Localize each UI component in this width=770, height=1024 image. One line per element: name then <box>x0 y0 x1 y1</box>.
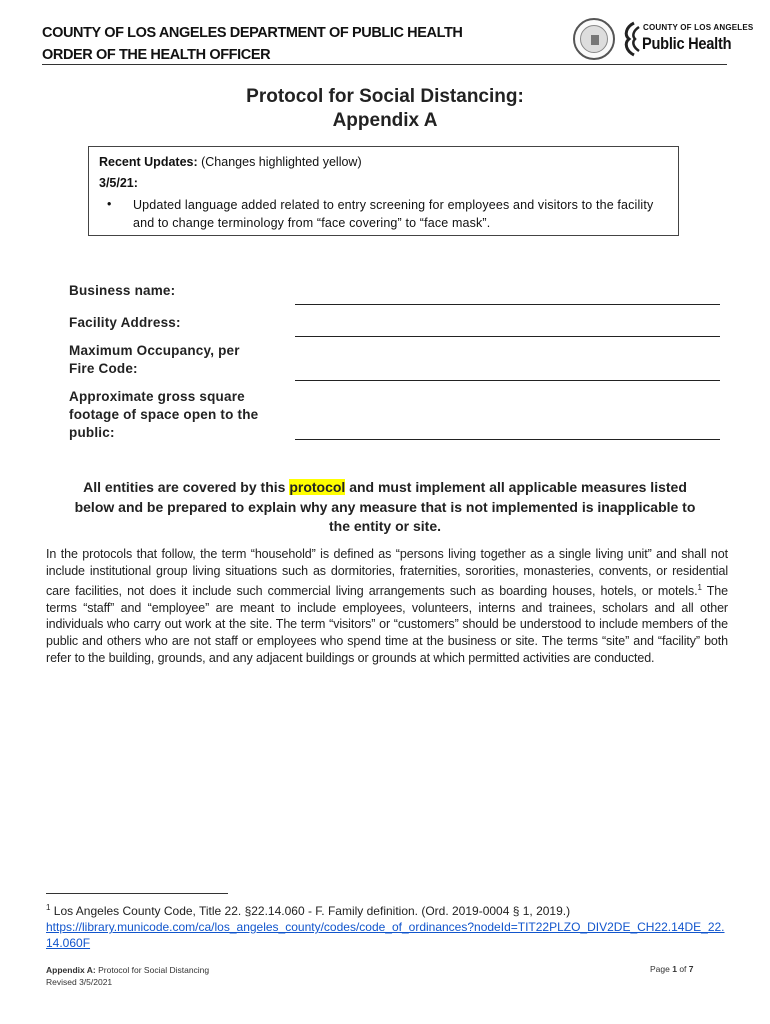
header-line-1: COUNTY OF LOS ANGELES DEPARTMENT OF PUBLIC HEALTH <box>42 25 463 41</box>
statement-post: and must implement all applicable measures listed below and be prepared to explain why any measure that is not implemented is inapplicable to the entity or site. <box>74 479 696 534</box>
page-word: Page <box>650 964 673 974</box>
header-org-name <box>42 22 463 66</box>
header-line-2: ORDER OF THE HEALTH OFFICER <box>42 47 271 63</box>
paragraph-part-2: The terms “staff” and “employee” are meant to include employees, volunteers, interns and trainees, scholars and all other individuals who carry out work at the site. The term “visitors” or “customers” should be understood to include members of the public and others who are not staff or employees who spend time at the business or site. The terms “site” and “facility” both refer to the building, grounds, and any adjacent buildings or grounds at which permitted activities are conducted. <box>46 583 728 665</box>
square-footage-label-line-3: public: <box>69 425 115 440</box>
definitions-paragraph <box>46 546 728 667</box>
footnote-reference[interactable]: 1 <box>697 582 702 592</box>
footnote-text: Los Angeles County Code, Title 22. §22.14.060 - F. Family definition. (Ord. 2019-0004 § 1, 2019.) <box>50 904 571 918</box>
page-of-word: of <box>676 964 689 974</box>
title-line-1: Protocol for Social Distancing: <box>246 86 524 107</box>
updates-bullet-text: Updated language added related to entry screening for employees and visitors to the facility and to change terminology from “face covering” to “face mask”. <box>133 198 654 230</box>
county-seal-icon <box>573 18 615 60</box>
business-name-label: Business name: <box>69 283 176 298</box>
title-line-2: Appendix A <box>332 110 438 131</box>
square-footage-label-line-1: Approximate gross square <box>69 389 245 404</box>
max-occupancy-label <box>69 342 240 378</box>
footer-revised: Revised 3/5/2021 <box>46 977 113 987</box>
updates-note: (Changes highlighted yellow) <box>197 155 362 169</box>
bullet-icon: • <box>107 197 112 211</box>
max-occupancy-field[interactable] <box>295 380 720 381</box>
updates-date: 3/5/21: <box>99 176 138 190</box>
square-footage-label <box>69 388 258 442</box>
max-occupancy-label-line-2: Fire Code: <box>69 361 138 376</box>
page-total: 7 <box>688 964 694 974</box>
footnote-link[interactable]: https://library.municode.com/ca/los_angeles_county/codes/code_of_ordinances?nodeId=TIT22PLZO_DIV2DE_CH22.14DE_22.14.060F <box>46 920 725 950</box>
facility-address-label: Facility Address: <box>69 315 181 330</box>
updates-heading <box>99 155 362 169</box>
footnote-divider <box>46 893 228 894</box>
footer-appendix-label: Appendix A: <box>46 965 96 975</box>
facility-address-field[interactable] <box>295 336 720 337</box>
footer-left <box>46 964 209 988</box>
footer-appendix <box>46 964 209 976</box>
business-name-field[interactable] <box>295 304 720 305</box>
page-title <box>0 85 770 133</box>
footnote-number: 1 <box>46 903 51 912</box>
footer-appendix-title: Protocol for Social Distancing <box>95 965 210 975</box>
footnote <box>46 900 728 951</box>
logo-county-text: COUNTY OF LOS ANGELES <box>643 23 754 32</box>
square-footage-field[interactable] <box>295 439 720 440</box>
page-number <box>650 964 694 974</box>
coverage-statement <box>70 478 700 537</box>
square-footage-label-line-2: footage of space open to the <box>69 407 259 422</box>
header-divider <box>42 64 727 65</box>
logo-public-health-text: Public Health <box>642 34 732 53</box>
max-occupancy-label-line-1: Maximum Occupancy, per <box>69 343 240 358</box>
statement-pre: All entities are covered by this <box>83 479 290 495</box>
public-health-logo-icon <box>620 21 642 57</box>
page-current: 1 <box>672 964 677 974</box>
statement-highlight: protocol <box>289 479 346 495</box>
recent-updates-box <box>88 146 679 236</box>
updates-label: Recent Updates: <box>99 155 198 169</box>
paragraph-part-1: In the protocols that follow, the term “household” is defined as “persons living together as a single living unit” and shall not include institutional group living situations such as dormitories, fraternities, sororities, monasteries, convents, or residential care facilities, not does it include such commercial living arrangements such as boarding houses, hotels, or motels. <box>46 547 728 598</box>
